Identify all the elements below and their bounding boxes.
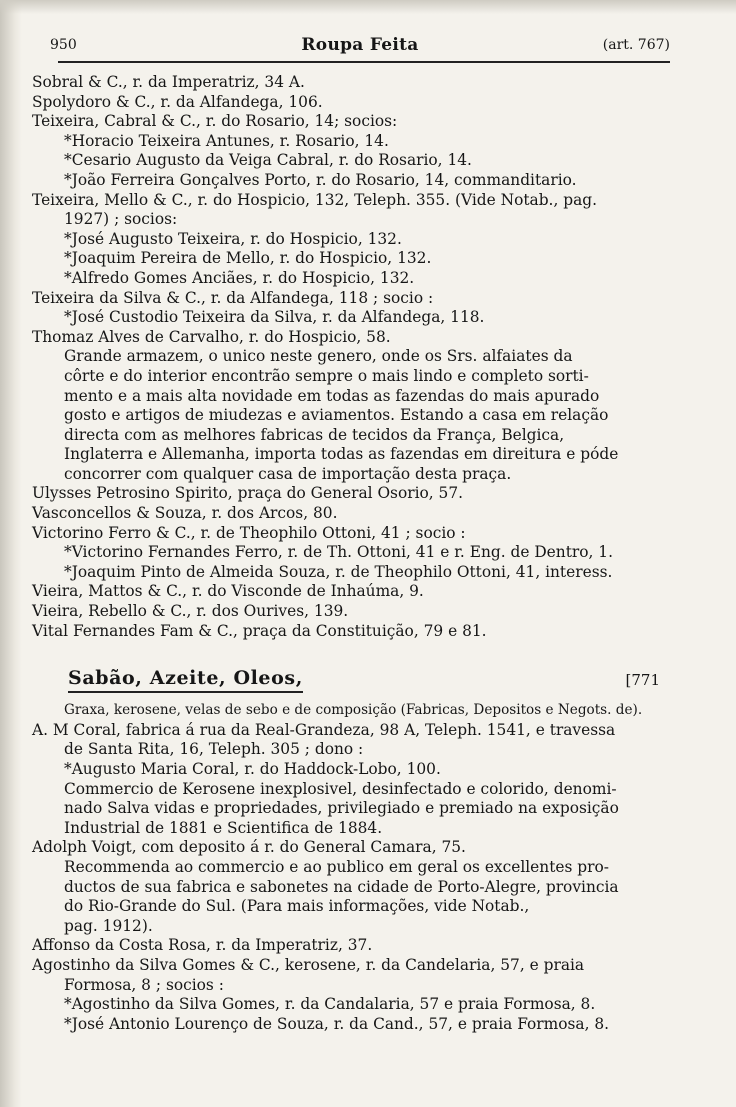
directory-entry: Ulysses Petrosino Spirito, praça do General Osorio, 57. — [32, 484, 464, 503]
directory-entry: Agostinho da Silva Gomes & C., kerosene, r. da Candelaria, 57, e praia — [32, 955, 585, 974]
directory-entry: Thomaz Alves de Carvalho, r. do Hospicio, 58. — [32, 327, 391, 346]
directory-text — [24, 73, 674, 1034]
directory-entry: A. M Coral, fabrica á rua da Real-Grandeza, 98 A, Teleph. 1541, e travessa — [32, 720, 616, 739]
entry-detail: *José Augusto Teixeira, r. do Hospicio, 132. — [64, 229, 402, 248]
entry-detail: *Joaquim Pereira de Mello, r. do Hospicio, 132. — [64, 249, 432, 268]
directory-entry: Vieira, Mattos & C., r. do Visconde de Inhaúma, 9. — [32, 582, 424, 601]
entry-detail: *Alfredo Gomes Anciães, r. do Hospicio, 132. — [64, 268, 415, 287]
directory-entry: Vieira, Rebello & C., r. dos Ourives, 139. — [32, 602, 349, 621]
entries-sabao-azeite-oleos — [24, 721, 674, 1035]
entry-description: Industrial de 1881 e Scientifica de 1884. — [64, 818, 383, 837]
directory-entry: Teixeira, Cabral & C., r. do Rosario, 14; socios: — [32, 112, 398, 131]
entry-description: Grande armazem, o unico neste genero, onde os Srs. alfaiates da — [64, 347, 573, 366]
directory-entry: Vasconcellos & Souza, r. dos Arcos, 80. — [32, 504, 338, 523]
article-reference: (art. 767) — [602, 37, 670, 53]
entry-description: côrte e do interior encontrão sempre o mais lindo e completo sorti- — [64, 366, 589, 385]
directory-entry: Sobral & C., r. da Imperatriz, 34 A. — [32, 73, 305, 91]
entry-description: concorrer com qualquer casa de importação desta praça. — [64, 464, 512, 483]
header-rule — [58, 61, 670, 63]
entry-description: directa com as melhores fabricas de tecidos da França, Belgica, — [64, 425, 565, 444]
entry-detail: *José Custodio Teixeira da Silva, r. da Alfandega, 118. — [64, 308, 485, 327]
entry-description: do Rio-Grande do Sul. (Para mais informações, vide Notab., — [64, 897, 530, 916]
entry-detail: *Victorino Fernandes Ferro, r. de Th. Ottoni, 41 e r. Eng. de Dentro, 1. — [64, 543, 613, 562]
directory-entry: Spolydoro & C., r. da Alfandega, 106. — [32, 92, 323, 111]
entry-description: ductos de sua fabrica e sabonetes na cidade de Porto-Alegre, provincia — [64, 877, 619, 896]
running-header — [50, 34, 670, 58]
page-edge-shadow — [0, 0, 22, 1107]
entry-description: Recommenda ao commercio e ao publico em geral os excellentes pro- — [64, 857, 609, 876]
entry-detail: *Horacio Teixeira Antunes, r. Rosario, 14. — [64, 131, 389, 150]
directory-entry: Adolph Voigt, com deposito á r. do General Camara, 75. — [32, 838, 466, 857]
page-title: Roupa Feita — [301, 35, 419, 55]
entry-description: Commercio de Kerosene inexplosivel, desinfectado e colorido, denomi- — [64, 779, 617, 798]
section-heading — [24, 661, 674, 701]
section-number: [771 — [625, 671, 660, 690]
entry-detail: Formosa, 8 ; socios : — [64, 975, 224, 994]
entry-description: mento e a mais alta novidade em todas as fazendas do mais apurado — [64, 386, 600, 405]
entry-detail: *José Antonio Lourenço de Souza, r. da Cand., 57, e praia Formosa, 8. — [64, 1014, 610, 1033]
entry-detail: *João Ferreira Gonçalves Porto, r. do Rosario, 14, commanditario. — [64, 170, 577, 189]
entries-roupa-feita — [24, 73, 674, 641]
entry-detail: *Cesario Augusto da Veiga Cabral, r. do Rosario, 14. — [64, 151, 472, 170]
directory-entry: Teixeira da Silva & C., r. da Alfandega, 118 ; socio : — [32, 288, 434, 307]
entry-description: pag. 1912). — [64, 916, 153, 935]
entry-description: gosto e artigos de miudezas e aviamentos. Estando a casa em relação — [64, 406, 609, 425]
directory-entry: Vital Fernandes Fam & C., praça da Constituição, 79 e 81. — [32, 621, 487, 640]
page-number: 950 — [50, 37, 77, 53]
section-subtitle: Graxa, kerosene, velas de sebo e de composição (Fabricas, Depositos e Negots. de). — [64, 702, 643, 719]
page-top-shadow — [0, 0, 736, 14]
directory-entry: Affonso da Costa Rosa, r. da Imperatriz, 37. — [32, 936, 373, 955]
section-title: Sabão, Azeite, Oleos, — [68, 669, 303, 693]
entry-detail: de Santa Rita, 16, Teleph. 305 ; dono : — [64, 740, 364, 759]
entry-description: nado Salva vidas e propriedades, privilegiado e premiado na exposição — [64, 799, 619, 818]
directory-entry: Teixeira, Mello & C., r. do Hospicio, 132, Teleph. 355. (Vide Notab., pag. — [32, 190, 598, 209]
entry-detail: *Agostinho da Silva Gomes, r. da Candalaria, 57 e praia Formosa, 8. — [64, 995, 596, 1014]
entry-detail: *Joaquim Pinto de Almeida Souza, r. de Theophilo Ottoni, 41, interess. — [64, 562, 613, 581]
directory-entry: Victorino Ferro & C., r. de Theophilo Ottoni, 41 ; socio : — [32, 523, 466, 542]
entry-description: Inglaterra e Allemanha, importa todas as fazendas em direitura e póde — [64, 445, 619, 464]
entry-detail: *Augusto Maria Coral, r. do Haddock-Lobo, 100. — [64, 760, 441, 778]
entry-detail: 1927) ; socios: — [64, 210, 178, 229]
